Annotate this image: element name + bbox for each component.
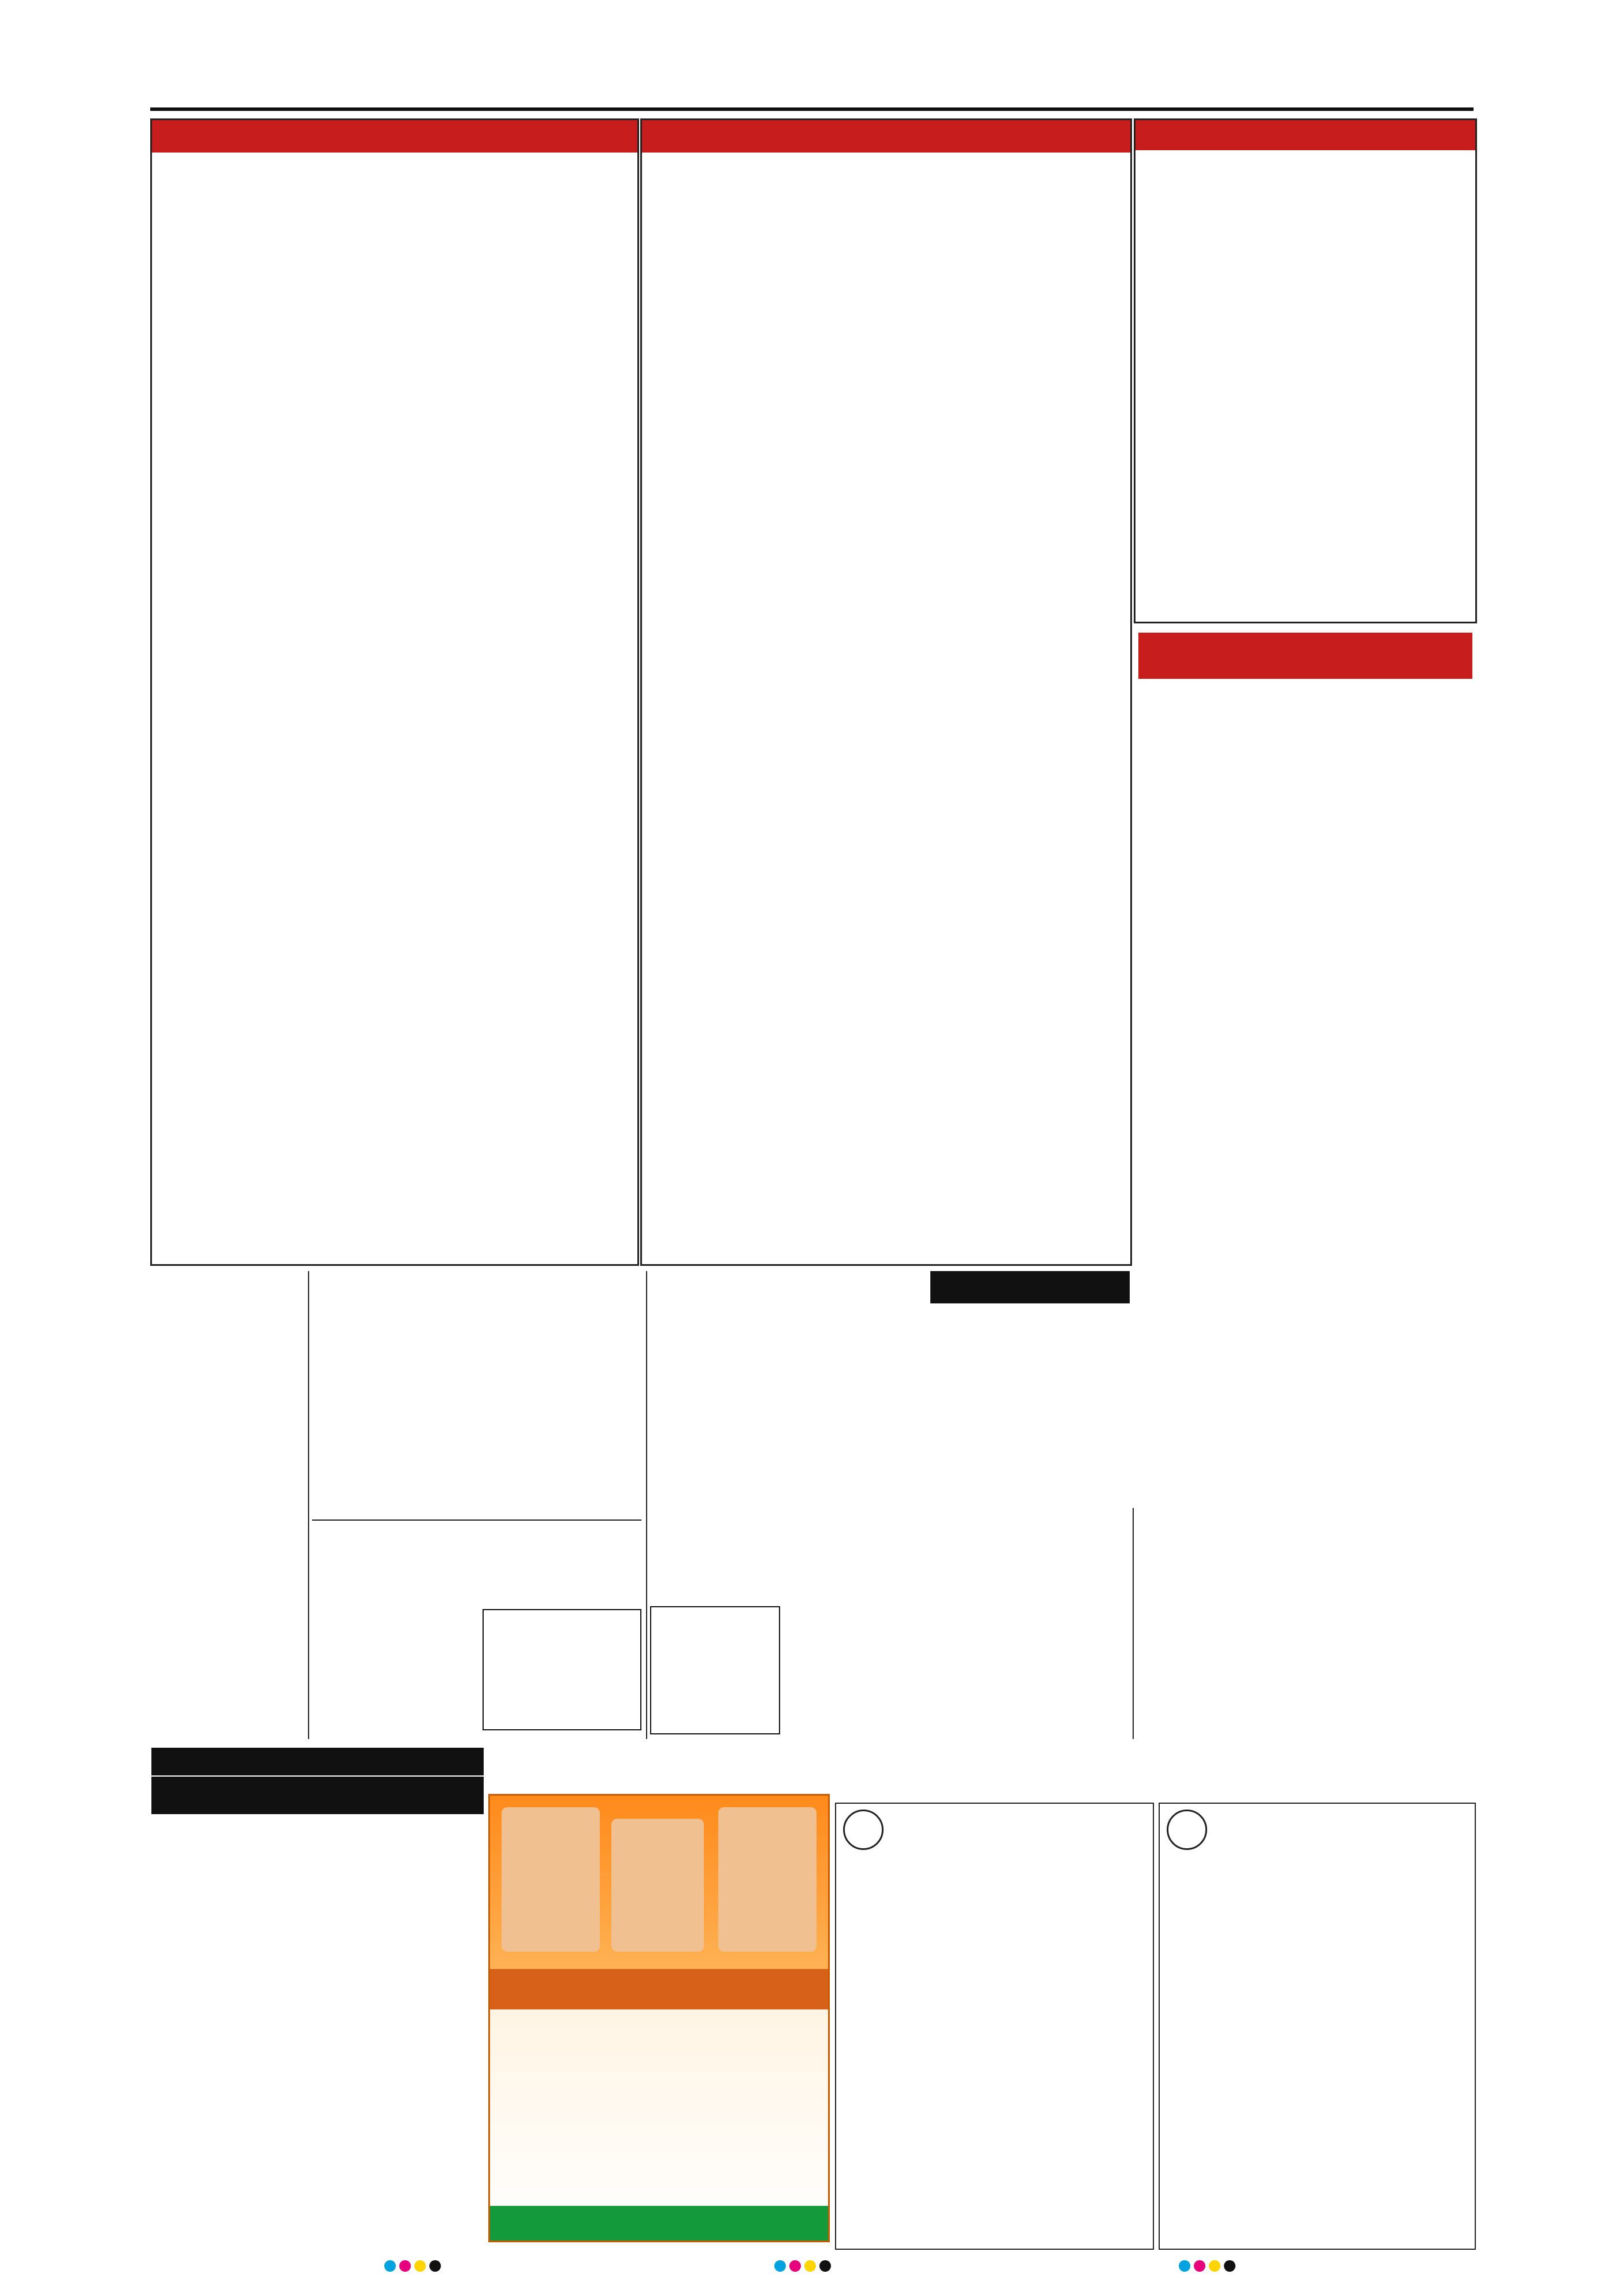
divider	[1133, 1508, 1134, 1739]
obituary-list-2	[318, 1821, 483, 2254]
gpcb-logo-icon	[843, 1810, 884, 1850]
gpcb-notice-1	[835, 1803, 1154, 2250]
leader-photo	[718, 1807, 817, 1952]
palanpur-panel	[640, 118, 1132, 1266]
bhabhar-body	[650, 1318, 777, 1596]
divider	[646, 1271, 647, 1739]
ambaji-body	[312, 1574, 474, 1736]
tharani-body	[312, 1349, 641, 1511]
dantama-body	[930, 1326, 1130, 1470]
dantama-headline	[930, 1271, 1130, 1303]
dhanera-title	[1135, 120, 1475, 150]
print-registration-marks	[384, 2260, 441, 2272]
deesa-panel	[150, 118, 639, 1266]
print-registration-marks	[774, 2260, 831, 2272]
masthead-rule	[150, 107, 1474, 111]
gpcb-logo-icon	[1167, 1810, 1207, 1850]
bhabhar-title	[1138, 633, 1472, 679]
obituary-list-1	[151, 1821, 312, 2254]
reader-notice	[483, 1609, 641, 1730]
deesa-summary	[152, 153, 637, 171]
gpcb-notice-2	[1159, 1803, 1476, 2250]
divider	[308, 1271, 309, 1739]
printer-line	[650, 1606, 780, 1734]
print-registration-marks	[1179, 2260, 1235, 2272]
palanpur-title	[642, 120, 1130, 153]
taluka-body	[930, 1525, 1130, 1736]
bhajap-body	[1137, 1552, 1293, 1737]
kankrej-body	[151, 1317, 305, 1733]
masthead	[150, 68, 1474, 105]
tharani-headline	[312, 1268, 641, 1343]
aagthala-body	[783, 1318, 925, 1734]
ad-banner	[490, 1969, 828, 2009]
jeeta-body	[1300, 1509, 1474, 1737]
divider	[312, 1519, 641, 1521]
deesa-title	[152, 120, 637, 153]
congratulation-ad	[488, 1794, 830, 2242]
obituary-banner	[151, 1748, 484, 1814]
dhanera-panel	[1134, 118, 1477, 623]
ad-footer	[490, 2206, 828, 2241]
leader-photo	[611, 1819, 704, 1952]
obituary-label	[151, 1748, 484, 1777]
leader-photo	[502, 1807, 600, 1952]
obituary-title	[151, 1777, 484, 1815]
palanpur-summary	[642, 153, 1130, 171]
